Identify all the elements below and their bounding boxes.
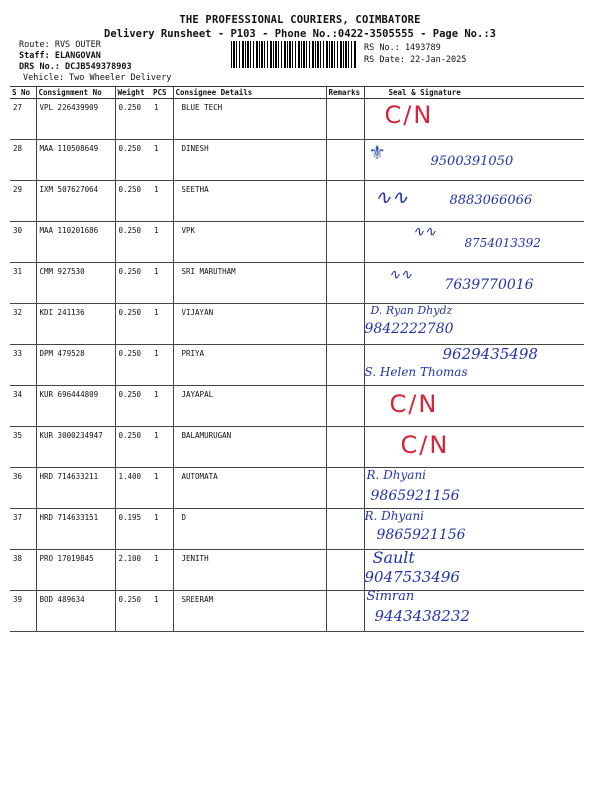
cell-remarks [326, 591, 364, 632]
cell-weight: 0.250 [115, 263, 151, 304]
cell-signature [364, 591, 584, 632]
table-row [10, 509, 584, 550]
drs-label: DRS No.: DCJB549378903 [19, 62, 132, 72]
table-row [10, 591, 584, 632]
cell-consignment: PRO 17019845 [36, 550, 115, 591]
route-label: Route: RVS OUTER [19, 40, 101, 50]
col-header-weight: Weight [115, 87, 151, 99]
col-header-sno: S No [10, 87, 36, 99]
cell-sno: 39 [10, 591, 36, 632]
col-header-consignee: Consignee Details [173, 87, 326, 99]
cell-remarks [326, 304, 364, 345]
cn-mark: C/N [400, 431, 450, 459]
cn-mark: C/N [389, 390, 439, 418]
cell-consignee: BLUE TECH [173, 99, 326, 140]
cell-consignment: HRD 714633211 [36, 468, 115, 509]
cell-weight: 0.195 [115, 509, 151, 550]
cell-sno: 29 [10, 181, 36, 222]
handwritten-phone: 9047533496 [364, 568, 460, 586]
cell-consignment: MAA 110508649 [36, 140, 115, 181]
cell-sno: 32 [10, 304, 36, 345]
cell-sno: 31 [10, 263, 36, 304]
cell-pcs: 1 [151, 99, 173, 140]
cell-signature [364, 99, 584, 140]
cell-pcs: 1 [151, 181, 173, 222]
cell-consignment: KDI 241136 [36, 304, 115, 345]
cell-remarks [326, 468, 364, 509]
vehicle-label: Vehicle: Two Wheeler Delivery [23, 73, 172, 83]
handwritten-phone: 9842222780 [364, 321, 454, 337]
cell-signature [364, 468, 584, 509]
col-header-remarks: Remarks [326, 87, 364, 99]
cell-sno: 34 [10, 386, 36, 427]
cell-signature [364, 345, 584, 386]
cell-remarks [326, 181, 364, 222]
table-row [10, 427, 584, 468]
handwritten-phone: 9865921156 [376, 527, 466, 543]
cell-pcs: 1 [151, 140, 173, 181]
handwritten-phone: 9865921156 [370, 488, 460, 504]
signature-scribble: ∿∿ [374, 185, 409, 209]
cell-sno: 38 [10, 550, 36, 591]
col-header-pcs: PCS [151, 87, 173, 99]
cell-signature [364, 509, 584, 550]
table-row [10, 386, 584, 427]
cell-signature [364, 140, 584, 181]
cell-consignment: DPM 479528 [36, 345, 115, 386]
table-row [10, 468, 584, 509]
cell-pcs: 1 [151, 427, 173, 468]
cell-weight: 0.250 [115, 99, 151, 140]
cell-consignee: VIJAYAN [173, 304, 326, 345]
cell-consignee: SRI MARUTHAM [173, 263, 326, 304]
cell-consignee: SEETHA [173, 181, 326, 222]
cell-sno: 30 [10, 222, 36, 263]
cell-weight: 0.250 [115, 386, 151, 427]
signature-scribble: ∿∿ [412, 224, 436, 240]
cell-weight: 2.100 [115, 550, 151, 591]
cell-remarks [326, 99, 364, 140]
cell-pcs: 1 [151, 263, 173, 304]
handwritten-signature: R. Dhyani [366, 468, 427, 482]
cell-pcs: 1 [151, 468, 173, 509]
cell-consignee: JAYAPAL [173, 386, 326, 427]
cn-mark: C/N [384, 101, 434, 129]
cell-signature [364, 304, 584, 345]
cell-pcs: 1 [151, 386, 173, 427]
cell-consignee: D [173, 509, 326, 550]
handwritten-signature: Sault [372, 549, 415, 567]
table-row [10, 99, 584, 140]
cell-consignee: JENITH [173, 550, 326, 591]
handwritten-signature: D. Ryan Dhydz [370, 304, 453, 317]
cell-sno: 27 [10, 99, 36, 140]
cell-consignee: BALAMURUGAN [173, 427, 326, 468]
runsheet-company-title: THE PROFESSIONAL COURIERS, COIMBATORE [179, 14, 421, 26]
cell-consignment: HRD 714633151 [36, 509, 115, 550]
table-header-row [10, 87, 584, 99]
handwritten-phone: 9629435498 [442, 345, 538, 363]
rs-number: RS No.: 1493789 [364, 43, 441, 53]
table-row [10, 345, 584, 386]
cell-remarks [326, 140, 364, 181]
cell-consignment: KUR 3000234947 [36, 427, 115, 468]
cell-consignment: CMM 927530 [36, 263, 115, 304]
cell-weight: 0.250 [115, 181, 151, 222]
signature-scribble: ∿∿ [388, 267, 412, 283]
cell-pcs: 1 [151, 550, 173, 591]
handwritten-phone: 8883066066 [449, 193, 533, 208]
cell-pcs: 1 [151, 509, 173, 550]
cell-pcs: 1 [151, 304, 173, 345]
handwritten-signature: S. Helen Thomas [364, 365, 468, 379]
cell-remarks [326, 509, 364, 550]
staff-label: Staff: ELANGOVAN [19, 51, 101, 61]
handwritten-signature: R. Dhyani [364, 509, 425, 523]
table-row [10, 263, 584, 304]
cell-sno: 28 [10, 140, 36, 181]
cell-weight: 0.250 [115, 140, 151, 181]
handwritten-phone: 7639770016 [444, 277, 534, 293]
cell-remarks [326, 427, 364, 468]
cell-remarks [326, 345, 364, 386]
cell-weight: 0.250 [115, 304, 151, 345]
cell-remarks [326, 386, 364, 427]
barcode [231, 41, 357, 68]
table-row [10, 181, 584, 222]
cell-remarks [326, 222, 364, 263]
cell-weight: 0.250 [115, 345, 151, 386]
cell-consignee: AUTOMATA [173, 468, 326, 509]
cell-consignee: VPK [173, 222, 326, 263]
cell-consignment: IXM 507627064 [36, 181, 115, 222]
cell-signature [364, 263, 584, 304]
cell-signature [364, 550, 584, 591]
cell-pcs: 1 [151, 345, 173, 386]
cell-remarks [326, 263, 364, 304]
cell-weight: 0.250 [115, 427, 151, 468]
runsheet-table [10, 86, 584, 632]
runsheet-subtitle: Delivery Runsheet - P103 - Phone No.:0422-3505555 - Page No.:3 [104, 28, 496, 40]
cell-sno: 37 [10, 509, 36, 550]
cell-signature [364, 386, 584, 427]
stamp-icon: ⚜ [370, 140, 384, 165]
cell-weight: 0.250 [115, 222, 151, 263]
cell-weight: 1.400 [115, 468, 151, 509]
cell-pcs: 1 [151, 222, 173, 263]
col-header-signature: Seal & Signature [364, 87, 584, 99]
col-header-consignment: Consignment No [36, 87, 115, 99]
cell-consignee: SREERAM [173, 591, 326, 632]
cell-remarks [326, 550, 364, 591]
table-row [10, 222, 584, 263]
handwritten-phone: 8754013392 [464, 236, 541, 250]
table-row [10, 140, 584, 181]
cell-signature [364, 222, 584, 263]
handwritten-phone: 9443438232 [374, 607, 470, 625]
cell-pcs: 1 [151, 591, 173, 632]
cell-sno: 36 [10, 468, 36, 509]
cell-consignment: VPL 226439909 [36, 99, 115, 140]
cell-consignment: KUR 696444809 [36, 386, 115, 427]
cell-consignment: MAA 110201686 [36, 222, 115, 263]
handwritten-phone: 9500391050 [430, 154, 514, 169]
handwritten-signature: Simran [366, 590, 415, 604]
cell-weight: 0.250 [115, 591, 151, 632]
cell-consignment: BOD 489634 [36, 591, 115, 632]
table-row [10, 550, 584, 591]
cell-sno: 35 [10, 427, 36, 468]
cell-consignee: PRIYA [173, 345, 326, 386]
cell-signature [364, 181, 584, 222]
cell-consignee: DINESH [173, 140, 326, 181]
table-row [10, 304, 584, 345]
rs-date: RS Date: 22-Jan-2025 [364, 55, 467, 65]
cell-signature [364, 427, 584, 468]
cell-sno: 33 [10, 345, 36, 386]
